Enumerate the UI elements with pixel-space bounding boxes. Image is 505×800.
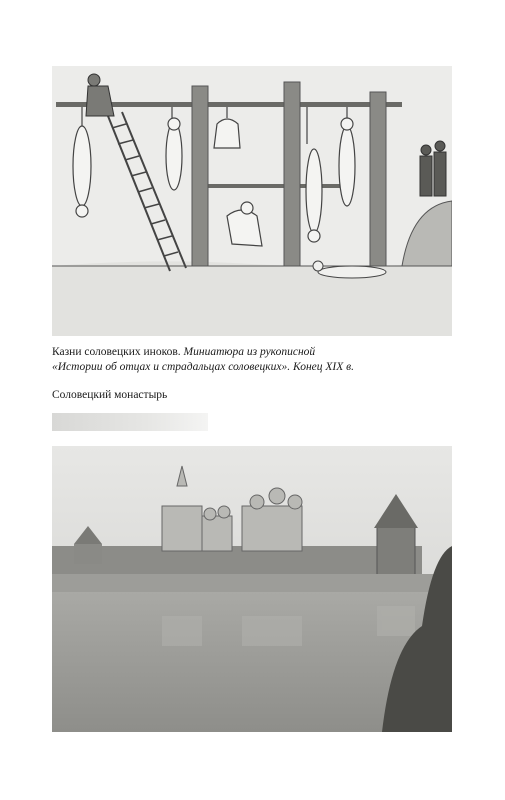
monastery-photo-drawing	[52, 446, 452, 732]
section-heading: Соловецкий монастырь	[52, 389, 168, 401]
caption-date: . Конец XIX в.	[287, 361, 355, 373]
caption-manuscript-title: «Истории об отцах и страдальцах соловецких»	[52, 361, 288, 373]
miniature-drawing	[52, 66, 452, 336]
caption-line-1	[52, 345, 462, 360]
caption-title: Казни соловецких иноков.	[52, 346, 184, 358]
execution-miniature-illustration	[52, 66, 452, 336]
caption-source: Миниатюра из рукописной	[183, 346, 316, 358]
faded-strip	[52, 413, 208, 431]
monastery-photograph	[52, 446, 452, 732]
illustration-caption	[52, 345, 462, 375]
caption-line-2	[52, 360, 462, 375]
